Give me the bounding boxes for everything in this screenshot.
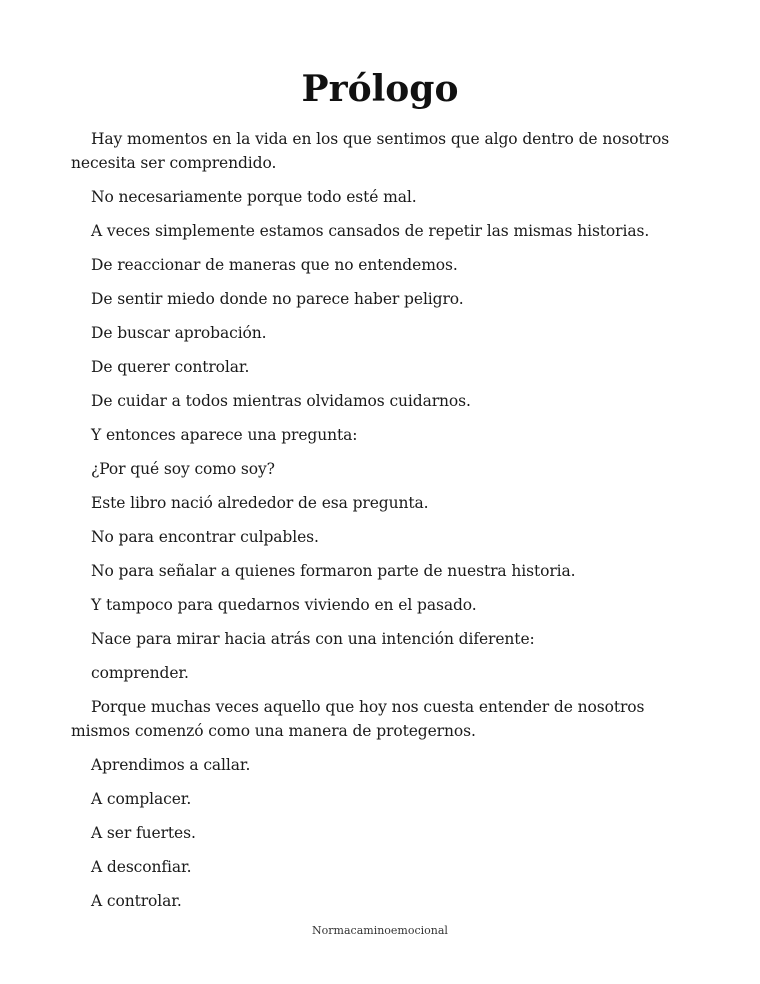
paragraph: A desconfiar. xyxy=(91,858,192,876)
paragraph: De buscar aprobación. xyxy=(91,324,267,342)
paragraph: Nace para mirar hacia atrás con una intención diferente: xyxy=(91,630,535,648)
paragraph: A controlar. xyxy=(91,892,182,910)
paragraph: De sentir miedo donde no parece haber peligro. xyxy=(91,290,464,308)
paragraph: Y tampoco para quedarnos viviendo en el pasado. xyxy=(91,596,477,614)
paragraph: No para encontrar culpables. xyxy=(91,528,319,546)
paragraph: Y entonces aparece una pregunta: xyxy=(91,426,358,444)
chapter-title: Prólogo xyxy=(301,68,459,110)
paragraph: Porque muchas veces aquello que hoy nos cuesta entender de nosotros mismos comenzó como una manera de protegernos. xyxy=(71,698,645,740)
paragraph: No necesariamente porque todo esté mal. xyxy=(91,188,417,206)
paragraph: Hay momentos en la vida en los que sentimos que algo dentro de nosotros necesita ser comprendido. xyxy=(71,130,670,172)
paragraph: De reaccionar de maneras que no entendemos. xyxy=(91,256,458,274)
page-footer: Normacaminoemocional xyxy=(312,924,448,937)
paragraph: A complacer. xyxy=(91,790,192,808)
paragraph: ¿Por qué soy como soy? xyxy=(91,460,275,478)
paragraph: comprender. xyxy=(91,664,189,682)
paragraph: Aprendimos a callar. xyxy=(91,756,251,774)
paragraph: No para señalar a quienes formaron parte de nuestra historia. xyxy=(91,562,576,580)
paragraph: A veces simplemente estamos cansados de repetir las mismas historias. xyxy=(91,222,650,240)
paragraph: A ser fuertes. xyxy=(91,824,196,842)
paragraph: Este libro nació alrededor de esa pregunta. xyxy=(91,494,429,512)
paragraph: De querer controlar. xyxy=(91,358,250,376)
chapter-body xyxy=(71,127,681,923)
paragraph: De cuidar a todos mientras olvidamos cuidarnos. xyxy=(91,392,471,410)
